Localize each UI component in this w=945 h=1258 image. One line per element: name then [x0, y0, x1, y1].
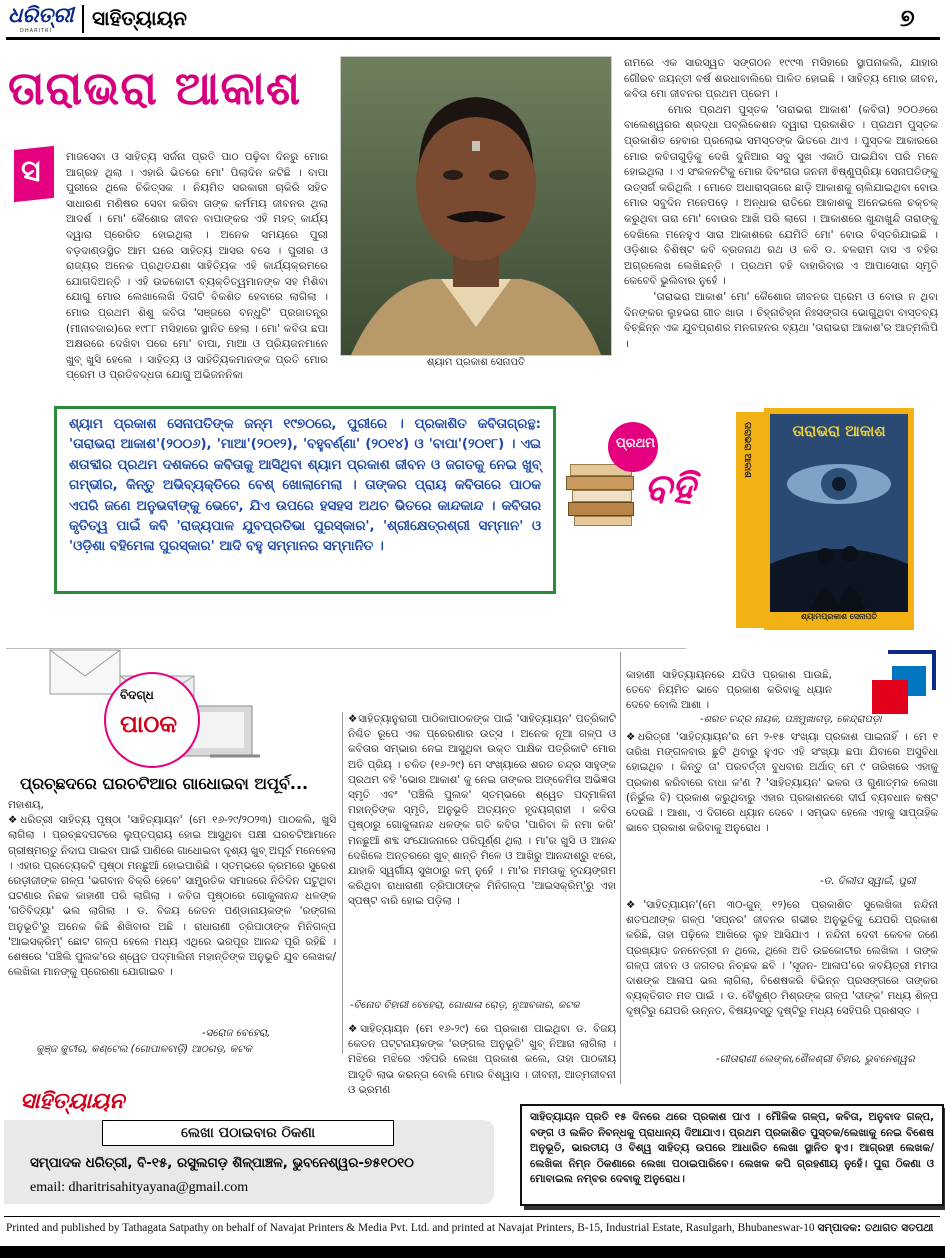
vidagdha-pathak-badge — [104, 672, 200, 768]
header-rule — [6, 37, 940, 40]
logo-text: ଧରିତ୍ରୀ — [8, 2, 74, 27]
book-author: ଶ୍ୟାମପ୍ରକାଶ ସେନାପତି — [800, 612, 878, 621]
letter-1-signature: -ସରୋଜ ବେହେରା, — [202, 1028, 271, 1039]
photo-caption: ଶ୍ୟାମ ପ୍ରକାଶ ସେନାପତି — [426, 357, 526, 368]
feature-headline: ତାରାଭରା ଆକାଶ — [8, 61, 302, 115]
drop-cap-letter: ସ — [21, 154, 41, 189]
letter-4-body: କାହାଣୀ ସାହିତ୍ୟାୟନରେ ଯଦିଓ ପ୍ରକାଶ ପାଉଛି, ତେବେ ନିୟମିତ ଭାବେ ପ୍ରକାଶ କରିବାକୁ ଧ୍ୟାନ ଦେବେ ବୋଲି ଆଶା । — [626, 669, 836, 712]
bottom-bar — [0, 1246, 945, 1258]
section-title: ସାହିତ୍ୟାୟନ — [92, 6, 187, 30]
bio-text: ଶ୍ୟାମ ପ୍ରକାଶ ସେନାପତିଙ୍କ ଜନ୍ମ ୧୯୭୦ରେ, ପୁରୀରେ । ପ୍ରକାଶିତ କବିତାଗ୍ରନ୍ଥ: 'ତାରାଭରା ଆକାଶ'(୨୦୦୬), 'ମାଆ'(୨୦୧୨), 'ବହୁବର୍ଣ୍ଣା' (୨୦୧୪) ଓ 'ବାପା'(୨୦୧୮) । ଏଇ ଶତାବ୍ଦୀର ପ୍ରଥମ ଦଶକରେ କବିତାକୁ ଆସିଥିବା ଶ୍ୟାମ ପ୍ରକାଶ ଜୀବନ ଓ ଜଗତକୁ ନେଇ ଖୁବ୍ ଗମ୍ଭୀର, କିନ୍ତୁ ଅଭିବ୍ୟକ୍ତିରେ ବେଶ୍ ଖୋଲାମେଲା । ତାଙ୍କର ପ୍ରାୟ କବିତାରେ ପାଠକ ଏପରି ଜଣେ ଅନୁଭବୀଙ୍କୁ ଭେଟେ, ଯିଏ ଉପରେ ହସହସ ଅଥଚ ଭିତରେ କାନ୍ଦକାନ୍ଦ । କବିତାର କୃତିତ୍ୱ ପାଇଁ କବି 'ରାଜ୍ୟପାଳ ଯୁବପ୍ରତିଭା ପୁରସ୍କାର', 'ଶ୍ରୀକ୍ଷେତ୍ରଶ୍ରୀ ସମ୍ମାନ' ଓ 'ଓଡ଼ିଶା ବହିମେଳା ପୁରସ୍କାର' ଆଦି ବହୁ ସମ୍ମାନର ସମ୍ମାନିତ । — [69, 417, 541, 555]
pratham-bahi-badge — [560, 412, 720, 542]
author-photo — [341, 57, 611, 355]
editor-credit: ସମ୍ପାଦକ: ତଥାଗତ ସତପଥୀ — [817, 1222, 934, 1234]
letter-3-body: ❖ସାହିତ୍ୟାୟନ (ମେ ୧୬-୨୯) ରେ ପ୍ରକାଶ ପାଇଥିବା ଡ. ବିଜୟ କେତନ ପଟ୍ଟନାୟକଙ୍କ 'ରଙ୍ଗଲ ଅନୁଭୂତି' ଖୁବ୍ ନିଆରା ଲାଗିଲା । ମଝିରେ ମଝିରେ ଏହିପରି ଲେଖା ପ୍ରକାଶ କଲେ, ତାହା ପାଠକୀୟ ଆଦୃତି ଲାଭ କରନ୍ତା ବୋଲି ମୋର ବିଶ୍ୱାସ । ଜୀବନୀ, ଆତ୍ମଜୀବନୀ ଓ ଭ୍ରମଣ — [348, 1023, 620, 1096]
bahi-label: ବହି — [644, 466, 695, 512]
book-cover-art — [770, 414, 908, 612]
book-art — [770, 414, 908, 612]
section-divider — [6, 648, 686, 649]
book-stack-illustration — [566, 464, 636, 524]
letter-2-signature: -ବିନୋଦ ବିହାରୀ ବେହେରା, ଗୋଶାଳା ରୋଡ଼, ନୂଆବଜାର, କଟକ — [350, 1000, 580, 1011]
letter-1-body: ମହାଶୟ, ❖ଧରିତ୍ରୀ ସାହିତ୍ୟ ପୃଷ୍ଠା 'ସାହିତ୍ୟାୟନ' (ମେ ୧୬-୨୯/୨୦୨୩) ପାଠକଲି, ଖୁସି ଲାଗିଲା । ପ୍ରଚ୍ଛଦପଟରେ ଲୁପ୍ତପ୍ରାୟ ହୋଇ ଆସୁଥିବା ପକ୍ଷୀ ଘରଚଟିଆମାନେ ଗ୍ରୀଷ୍ମଋତୁ ନିଦାଘ ପାଇବା ପାଇଁ ପାଣିରେ ଗାଧୋଇବା ଦୃଶ୍ୟ ଖୁବ୍ ଅପୂର୍ବ ମନେହେଲା । ଏହାର ପ୍ରତ୍ୟେକଟି ପୃଷ୍ଠା ମନଛୁଆଁ ହୋଇପାରିଛି । ସ୍ତମ୍ଭରେ କ୍ରମରେ ସୁରେଶ ରେଡ଼ୀଜୀଙ୍କ ଗଳ୍ପ 'ଭଗବାନ ବିକ୍ରି ହେବେ' ସାମ୍ପ୍ରତିକ ସମାଜରେ ନିତିଦିନ ଘଟୁଥିବା ଘଟଣାର ନିଛକ କାହାଣୀ ପରି ଲାଗିଲା । କବିତା ପୃଷ୍ଠାରେ ଗୋକୁଳାନନ୍ଦ ଧଳଙ୍କ 'ଗତିବିଦ୍ୟା' ଭଲ ଲାଗିଲା । ଡ. ବିଜୟ କେତନ ପଣ୍ଡାନାୟକଙ୍କ 'ରଙ୍ଗଲ ଅନୁଭୂତି'ରୁ ଅନେକ କିଛି ଶିଖିବାର ଅଛି । ରାଧାରାଣୀ ତ୍ରିପାଠୀଙ୍କ ମିନିଗଳ୍ପ 'ଆଇସକ୍ରିମ୍' ଛୋଟ ଗଳ୍ପ ହେଲେ ମଧ୍ୟ ଏଥିରେ ଭରପୂର ଆନନ୍ଦ ପୂରି ରହିଛି । ଶେଷରେ 'ପଞ୍ଚିଲି ପୁଲକ'ରେ ଶ୍ୱେତ ପଦ୍ମାଲିନୀ ମହାନ୍ତିଙ୍କ ଅନୁଭୂତି ଯୁବ ଲେଖକ/ଲେଖିକା ମାନଙ୍କୁ ପ୍ରେରଣା ଯୋଗାଇବ । — [8, 799, 336, 979]
book-cover — [736, 408, 916, 630]
imprint-text: Printed and published by Tathagata Satpathy on behalf of Navajat Printers & Media Pvt. Ltd. and printed at Navajat Printers, B-15, Industrial Estate, Rasulgarh, Bhubaneswar-10 — [6, 1222, 815, 1234]
contact-heading-box — [102, 1120, 394, 1146]
book-title: ତାରାଭରା ଆକାଶ — [792, 422, 886, 440]
contact-address: ସମ୍ପାଦକ ଧରିତ୍ରୀ, ବି-୧୫, ରସୁଲଗଡ଼ ଶିଳ୍ପାଞ୍ଚଳ, ଭୁବନେଶ୍ୱର-୭୫୧୦୧୦ — [30, 1156, 414, 1171]
notice-text: ସାହିତ୍ୟାୟନ ପ୍ରତି ୧୫ ଦିନରେ ଥରେ ପ୍ରକାଶ ପାଏ । ମୌଳିକ ଗଳ୍ପ, କବିତା, ଅନୁବାଦ ଗଳ୍ପ, ବଙ୍ଗ ଓ ଲଳିତ ନିବନ୍ଧକୁ ପ୍ରାଧାନ୍ୟ ଦିଆଯାଏ। ପ୍ରଥମ ପ୍ରକାଶିତ ପୁସ୍ତକ/ଲେଖାକୁ ନେଇ ବିଶେଷ ଅନୁଭୂତି, ଭାରତୀୟ ଓ ବିଶ୍ୱ ସାହିତ୍ୟ ଉପରେ ଆଧାରିତ ଲେଖା ସ୍ଥାନିତ ହୁଏ। ଆଗ୍ରହୀ ଲେଖକ/ଲେଖିକା ନିମ୍ନ ଠିକଣାରେ ଲେଖା ପଠାଇପାରିବେ। ଲେଖକ କପି ଗ୍ରହଣୀୟ ନୁହେଁ। ପୁରା ଠିକଣା ଓ ମୋବାଇଲ ନମ୍ବର ଦେବାକୁ ଅନୁରୋଧ। — [530, 1111, 934, 1186]
book-spine-text: ତାରାଭରା ଆକାଶ — [742, 422, 752, 478]
readers-corner-graphic — [836, 650, 940, 720]
letter-1-address: କୁଞ୍ଜ କୁଟୀର, କଣ୍ଟେଲ (ଗୋପାଳବାଡ଼ି) ଆଠଗଡ଼, କଟକ — [36, 1044, 252, 1055]
vidagdha-label: ବିଦଗ୍ଧ — [120, 688, 154, 702]
imprint-line — [6, 1222, 942, 1235]
book-front — [764, 408, 914, 630]
letter-5-body: ❖ଧରିତ୍ରୀ 'ସାହିତ୍ୟାୟନ'ର ମେ ୨-୧୫ ସଂଖ୍ୟା ପ୍ରକାଶ ପାଇନାହିଁ । ମେ ୧ ତାରିଖ ମଙ୍ଗଳବାର ଛୁଟି ଥିବାରୁ ହୁଏତ ଏହି ସଂଖ୍ୟା ଛପା ଯିବାରେ ଅସୁବିଧା ହୋଇଥିବ । କିନ୍ତୁ ତା' ପରବର୍ତ୍ତୀ ବୁଧବାର ଅର୍ଥାତ୍ ମେ ୯ ତାରିଖରେ ଏହାକୁ ପ୍ରକାଶ କରିବାରେ ବାଧା କ'ଣ ? 'ସାହିତ୍ୟାୟନ' ଭଳର ଓ ଗୁଣାତ୍ମକ ଲେଖା (ନିର୍ଭୁଲ ବି) ପ୍ରକାଶ କରୁଥିବାରୁ ଏହାର ପ୍ରକାଶନରେ ଦୀର୍ଘ ବ୍ୟବଧାନ କଷ୍ଟ ଦେଉଛି । ଆଶା, ଏ ଦିଗରେ ଧ୍ୟାନ ଦେବେ । ସମ୍ଭବ ହେଲେ ଏହାକୁ ସାପ୍ତାହିକ ଭାବେ ପ୍ରକାଶ କରିବାକୁ ଅନୁରୋଧ । — [626, 731, 942, 835]
letter-6-signature: -ଗୀତାରାଣୀ ଲେଙ୍କା,ଶୈଳଶ୍ରୀ ବିହାର, ଭୁବନେଶ୍ୱର — [716, 1054, 915, 1065]
logo-subtext: DHARITRI — [20, 28, 52, 34]
pathak-label: ପାଠକ — [120, 710, 178, 738]
feature-right-column: ନାମରେ ଏକ ସାରସ୍ୱତ ସଙ୍ଗଠନ ୧୯୯୩ ମସିହାରେ ସ୍ଥାପନାକଲି, ଯାହାର ଗୌରବ ଜୟନ୍ତୀ ବର୍ଷ ଶରଧାବାଲିରେ ପାଳିତ ହୋଇଛି । ସାହିତ୍ୟ ମୋର ଜୀବନ, କବିତା ମୋ ଜୀବନର ପ୍ରଥମ ପ୍ରେମ । ମୋର ପ୍ରଥମ ପୁସ୍ତକ 'ତାରାଭରା ଆକାଶ' (କବିତା) ୨୦୦୬ରେ ବାଲେଶ୍ୱରର ଶ୍ରଦ୍ଧା ପବ୍ଲିକେଶନ ଦ୍ୱାରା ପ୍ରକାଶିତ । ପ୍ରଥମ ପୁସ୍ତକ ପ୍ରକାଶିତ ହେବାର ପ୍ରଲୋଭ ସମସ୍ତଙ୍କ ଭିତରେ ଥାଏ । ପୁସ୍ତକ ଆକାରରେ ମୋର କବିତାଗୁଡ଼ିକୁ ଦେଖି ଦୁନିଆର ସବୁ ସୁଖ ଏକାଠି ପାଇଯିବା ପରି ମନେ ହୋଇଥିଲା । ଏ ସଂକଳନଟିକୁ ମୋର ଦିବଂଗତା ଜନନୀ ଵିଷ୍ଣୁପ୍ରିୟା ସେନାପତିଙ୍କୁ ଉତ୍ସର୍ଗ କରିଥିଲି । ମୋତେ ଅଧାରାସ୍ତାରେ ଛାଡ଼ି ଆକାଶକୁ ଚାଲିଯାଇଥିବା ବୋଉ ମୋର ସବୁଦିନ ମନେପଡ଼େ । ଅନ୍ଧାର ରାତିରେ ଆକାଶକୁ ଅନେଇଲେ ଚକ୍‌ଚକ୍ କରୁଥିବା ତାରା ମୋ' ବୋଉର ଆଖି ପରି ଲାଗେ । ଆକାଶରେ ଖୁନ୍ଦାଖୁନ୍ଦି ତାରାଙ୍କୁ ଦେଖିଲେ ମନେହୁଏ ସାରା ଆକାଶରେ ଯେମିତି ମୋ' ବୋଉ ବିସ୍ତରିଯାଇଛି । ଓଡ଼ିଶାର ବିଶିଷ୍ଟ କବି ବ୍ରଜନାଥ ରଥ ଓ କବି ଡ. ବଳରାମ ଦାସ ଏ ବହିର ଅଗ୍ରଲେଖ ଲେଖିଛନ୍ତି । ପ୍ରଥମ ବହି ବାହାରିବାର ଏ ଆପାସୋରା ସ୍ମୃତି କେବେବି ଭୁଲିବାର ନୁହେଁ । 'ତାରାଭରା ଆକାଶ' ମୋ' କୈଶୋର ଜୀବନର ପ୍ରେମ ଓ ବୋଉ ନ ଥିବା ଦିନଙ୍କର ଲୁହଭରା ଗୀତ ଖାତା । ଚିହ୍ନାଚିହ୍ନା ନିଃସଙ୍ଗତା ଭୋଗୁଥିବା ବାସ୍ତବ୍ୟ ବିଚ୍ଛିନ୍ନ ଏକ ଯୁବପ୍ରାଣର ମନଗହନର ବ୍ୟଥା 'ତାରାଭରା ଆକାଶ'ର ଆତ୍ମଲିପି । — [624, 57, 938, 350]
letter-2-body: ❖ସାହିତ୍ୟାନୁରାଗୀ ପାଠିକାପାଠକଙ୍କ ପାଇଁ 'ସାହିତ୍ୟାୟନ' ପତ୍ରିକାଟି ନିଶ୍ଚିତ ରୂପେ ଏକ ପ୍ରେରଣାର ଉତ୍ସ । ଅନେକ ନୂଆ ଗଳ୍ପ ଓ କବିତାର ସମ୍ଭାର ନେଇ ଆସୁଥିବା ଉକ୍ତ ପାକ୍ଷିକ ପତ୍ରିକାଟି ମୋର ଅତି ପ୍ରିୟ । ଚଳିତ (୧୬-୨୯) ମେ ସଂଖ୍ୟାରେ ଶରତ ଚନ୍ଦ୍ର ସାହୁଙ୍କ ପ୍ରଥମ ବହି 'ଭୋର ଆକାଶ' କୁ ନେଇ ତାଙ୍କର ଅଙ୍କେମିତା ଅଭିଜ୍ଞତା ସ୍ମୃତି ଏବଂ 'ପଞ୍ଚିଲି ପୁଲକ' ସ୍ତମ୍ଭରେ ଶ୍ୱେତ ପଦ୍ମାଳିନୀ ମହାନ୍ତିଙ୍କ ସ୍ମୃତି, ଅନୁଭୂତି ଅତ୍ୟନ୍ତ ହୃଦୟଗ୍ରାହୀ । କବିତା ପୃଷ୍ଠାରୁ ଗୋକୁଳାନନ୍ଦ ଧଳଙ୍କ ଗତି କବିତା 'ପାରିବା କି ନମା କରି' ମନଛୁଆଁ ଶବ୍ଦ ସଂଯୋଜନାରେ ପରିପୂର୍ଣ୍ଣ ଥିଲା । ମା'ର ଖୁସି ଓ ଆନନ୍ଦ ଦେଖିଲେ ଅନ୍ତରରେ ଖୁବ୍ ଶାନ୍ତି ମିଳେ ଓ ଆଖିରୁ ଆନନ୍ଦାଶ୍ରୁ ଝରେ, ଯାହାକି ସ୍ୱର୍ଗୀୟ ସୁଖଠାରୁ କମ୍ ନୁହେଁ । ମା'ର ମମତାକୁ ହୃଦୟଙ୍ଗମ କରିଥିବା ରାଧାରାଣୀ ତ୍ରିପାଠୀଙ୍କ ମିନିଗଳ୍ପ 'ଆଇସକ୍ରିମ୍'ରୁ ଏହା ସ୍ପଷ୍ଟ ବାରି ହୋଇ ପଡ଼ିଲା । — [348, 713, 620, 908]
letter-6-body: ❖'ସାହିତ୍ୟାୟନ'(ମେ ୩୦-ଜୁନ୍ ୧୨)ରେ ପ୍ରକାଶିତ ସୁଲେଖିକା ନନ୍ଦିନୀ ଶତପଥୀଙ୍କ ଗଳ୍ପ 'ସପ୍ନର' ଜୀବନର ଗଭୀର ଅନୁଭୂତିକୁ ଯେପରି ପ୍ରକାଶ କରିଛି, ତାହା ପଢ଼ିଲେ ଆଖିରେ ଲୁହ ଆସିଯାଏ । ନନ୍ଦିନୀ ଦେବୀ କେବଳ ଜଣେ ପ୍ରଖ୍ୟାତ ଜନନେତ୍ରୀ ନ ଥିଲେ, ଥିଲେ ଅତି ଉଚ୍ଚକୋଟୀର ଲେଖିକା । ତାଙ୍କ ଗଳ୍ପ ଜୀବନ ଓ ଜଗତର ନିଚ୍ଛକ ଛବି । 'ସୃଜନ- ଆଳାପ'ରେ କବୟିତ୍ରୀ ମମତା ଦାଶଙ୍କ ଆଳାପ ଭଲ ଲାଗିଲା, ବିଶେଷକରି ବିଭିନ୍ନ ପ୍ରସଙ୍ଗରେ ତାଙ୍କର ବ୍ୟକ୍ତିଗତ ମତ ପାଇଁ । ଡ. ବୈକୁଣ୍ଠ ମିଶ୍ରଙ୍କ ଗଳ୍ପ 'ଦୀଙ୍କ' ମଧ୍ୟ ଶିଳ୍ପ ଦୃଷ୍ଟିରୁ ଯେପରି ଉନ୍ନତ, ବିଷୟବସ୍ତୁ ଦୃଷ୍ଟିରୁ ମଧ୍ୟ ସେହିପରି ପ୍ରଶସ୍ତ । — [626, 899, 942, 1018]
pratham-label: ପ୍ରଥମ — [616, 436, 656, 451]
contact-heading: ଲେଖା ପଠାଇବାର ଠିକଣା — [180, 1125, 316, 1141]
author-photo-frame — [340, 56, 612, 368]
dharitri-logo — [8, 2, 78, 36]
sahityayana-logo: ସାହିତ୍ୟାୟନ — [20, 1088, 125, 1114]
letter-5-signature: -ଡ. ଦିଲୀପ ସ୍ୱାଇଁ, ପୁରୀ — [820, 876, 916, 887]
submission-notice — [520, 1104, 944, 1206]
email-text[interactable]: email: dharitrisahityayana@gmail.com — [30, 1180, 249, 1195]
contact-email[interactable] — [30, 1180, 248, 1196]
feature-left-column: ମାଜସେବା ଓ ସାହିତ୍ୟ ସର୍ଜନା ପ୍ରତି ପାଠ ପଢ଼ିବା ଦିନରୁ ମୋର ଆଗ୍ରହ ଥିଲା । ଏହାରି ଭିତରେ ମୋ' ପିଲାଦିନ କଟିଛି । ବାପା ପୁରୀରେ ଥିଲେ ଚିକିତ୍ସକ । ନିୟମିତ ସରକାରୀ ଚାକିରି ସହିତ ସାଧାରଣ ମଣିଷର ସେବା କରିବା ତାଙ୍କ କର୍ମମୟ ଜୀବନର ଥିଲା ଆଦର୍ଶ । ମୋ' କୈଶୋର ଜୀବନ ବାପାଙ୍କର ଏହି ମହତ୍ କାର୍ଯ୍ୟ ଦ୍ୱାରା ପ୍ରେରିତ ହୋଇଥିଲା । ଅନେକ ସମୟରେ ପୁରୀ ବଡ଼ଦାଣ୍ଡସ୍ଥିତ ଆମ ଘରେ ସାହିତ୍ୟ ଆସର ବସେ । ପୁରୀର ଓ ରାଜ୍ୟର ଅନେକ ପ୍ରଥିତଯଶା ସାହିତ୍ୟିକ ଏହି କାର୍ଯ୍ୟକ୍ରମରେ ଯୋଗଦିଅନ୍ତି । ଏହି ଉଚ୍ଚକୋଟୀ ବ୍ୟକ୍ତିତ୍ୱମାନଙ୍କ ସହ ମିଶିବା ଯୋଗୁ ମୋର ଲେଖାଲେଖି ଦିଗଟି ବିକଶିତ ହେବାରେ ଲାଗିଲା । ମୋର ପ୍ରଥମ ଶିଶୁ କବିତା 'ସଞ୍ଜରେ ବନ୍ଧୁଟି' ପ୍ରଜାତନ୍ତ୍ର (ମୀନାବଜାର)ରେ ୧୯୮୮ ମସିହାରେ ସ୍ଥାନିତ ହେଲା । ମୋ' କବିତା ଛପା ଅକ୍ଷରରେ ଦେଖିବା ପରେ ମୋ' ବାପା, ମାଆ ଓ ପ୍ରିୟଜନମାନେ ଖୁବ୍ ଖୁସି ହେଲେ । ସାହିତ୍ୟ ଓ ସାହିତ୍ୟିକମାନଙ୍କ ପ୍ରତି ମୋର ପ୍ରେମ ଓ ପ୍ରତିବଦ୍ଧତା ଯୋଗୁ ଅଭିଜନନିକା — [66, 151, 332, 382]
footer-rule — [4, 1216, 940, 1217]
page-number: ୭ — [900, 4, 915, 32]
column-rule-1 — [342, 712, 343, 1054]
drop-cap — [6, 140, 64, 206]
masthead — [0, 0, 945, 40]
book-spine — [736, 412, 764, 628]
letter-4-signature: -ଶରତ ଚନ୍ଦ୍ର ନାୟକ, ପଞ୍ଚମୁଖାଗଡ଼, କେନ୍ଦ୍ରାପଡ଼ା — [700, 714, 882, 725]
column-rule-2 — [620, 652, 621, 1084]
bio-box — [54, 406, 556, 594]
header-divider — [82, 5, 84, 33]
letter-1-title: ପ୍ରଚ୍ଛଦରେ ଘରଚଟିଆର ଗାଧୋଇବା ଅପୂର୍ବ... — [20, 774, 309, 793]
